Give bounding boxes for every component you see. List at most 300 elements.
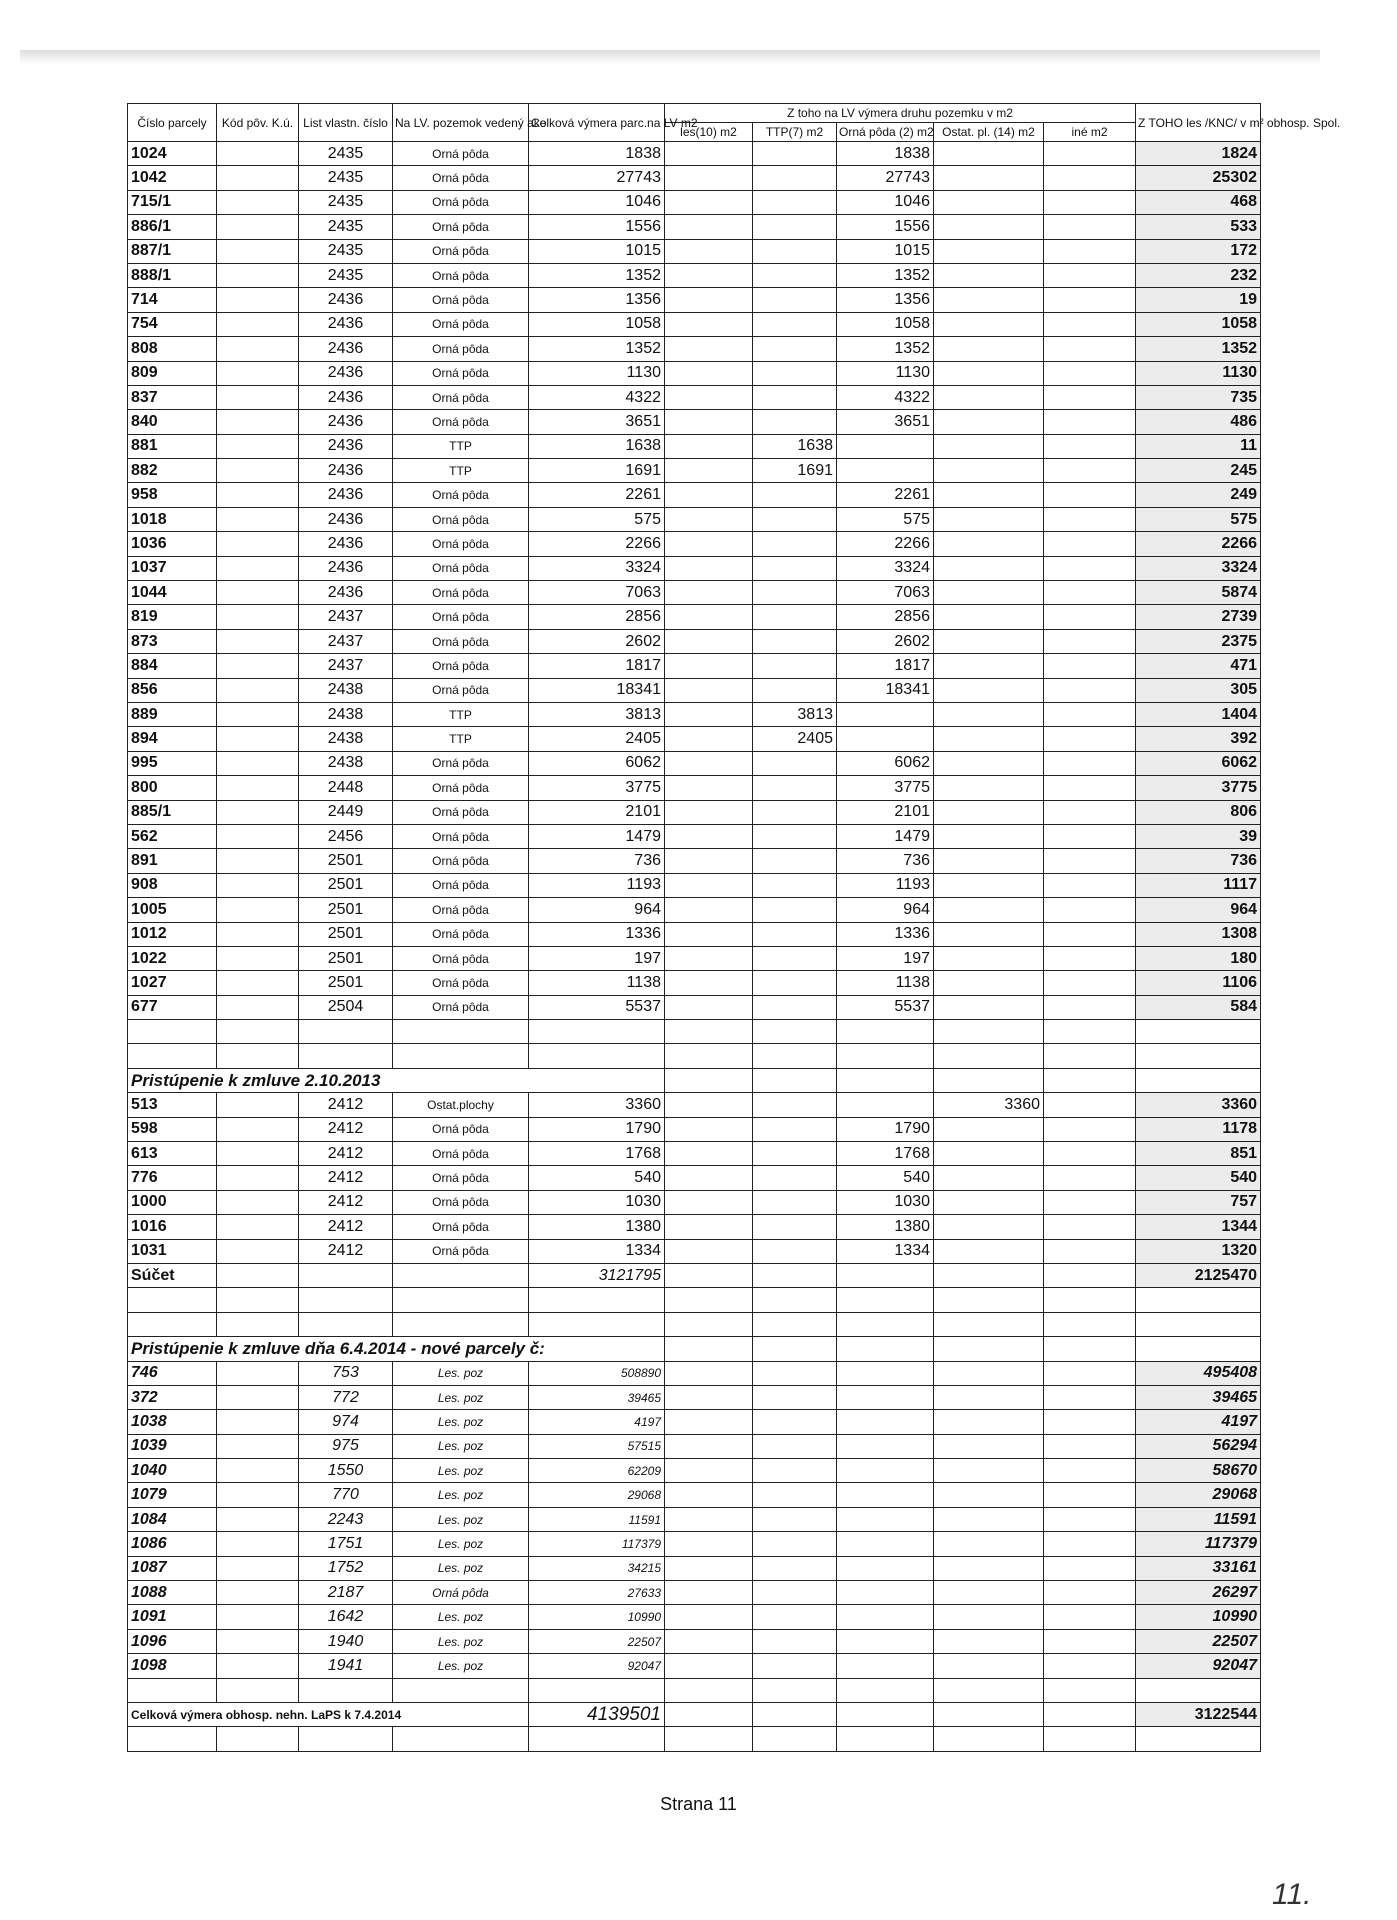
cell-ttp xyxy=(753,288,837,312)
cell-kod xyxy=(217,751,299,775)
cell-druh: Les. poz xyxy=(393,1361,529,1385)
cell-ine xyxy=(1044,605,1136,629)
cell-orna: 3775 xyxy=(837,776,934,800)
cell-ttp xyxy=(753,507,837,531)
cell-les xyxy=(665,483,753,507)
cell-les xyxy=(665,971,753,995)
cell-ttp xyxy=(753,873,837,897)
section-title-row xyxy=(128,1337,1261,1361)
cell-celkova: 27743 xyxy=(529,166,665,190)
cell-celkova: 3360 xyxy=(529,1093,665,1117)
table-row xyxy=(128,190,1261,214)
cell-ostat xyxy=(934,898,1044,922)
cell-ostat xyxy=(934,1215,1044,1239)
cell-druh: Orná pôda xyxy=(393,361,529,385)
cell-parcela: 894 xyxy=(128,727,217,751)
cell-ine xyxy=(1044,190,1136,214)
cell-les xyxy=(665,190,753,214)
cell-kod xyxy=(217,946,299,970)
cell-ostat xyxy=(934,434,1044,458)
cell-obhosp: 10990 xyxy=(1136,1605,1261,1629)
cell-kod xyxy=(217,678,299,702)
cell-kod xyxy=(217,629,299,653)
table-row xyxy=(128,166,1261,190)
cell-ostat xyxy=(934,581,1044,605)
cell-les xyxy=(665,1629,753,1653)
cell-ttp xyxy=(753,654,837,678)
cell-parcela: 1027 xyxy=(128,971,217,995)
cell-ine xyxy=(1044,800,1136,824)
cell-ine xyxy=(1044,776,1136,800)
cell-les xyxy=(665,434,753,458)
cell-celkova: 736 xyxy=(529,849,665,873)
cell-druh: Orná pôda xyxy=(393,532,529,556)
cell-druh: Orná pôda xyxy=(393,1581,529,1605)
cell-ttp: 1638 xyxy=(753,434,837,458)
cell-obhosp: 56294 xyxy=(1136,1434,1261,1458)
cell-ine xyxy=(1044,312,1136,336)
cell-ttp xyxy=(753,1410,837,1434)
cell-les xyxy=(665,459,753,483)
section-title: Pristúpenie k zmluve 2.10.2013 xyxy=(128,1068,665,1092)
table-row xyxy=(128,263,1261,287)
cell-kod xyxy=(217,971,299,995)
cell-obhosp: 6062 xyxy=(1136,751,1261,775)
cell-obhosp: 3324 xyxy=(1136,556,1261,580)
table-row xyxy=(128,1215,1261,1239)
cell-ostat xyxy=(934,239,1044,263)
cell-orna: 27743 xyxy=(837,166,934,190)
cell-list: 2436 xyxy=(299,434,393,458)
table-row xyxy=(128,824,1261,848)
cell-ttp: 3813 xyxy=(753,702,837,726)
cell-obhosp: 486 xyxy=(1136,410,1261,434)
cell-druh: Orná pôda xyxy=(393,849,529,873)
cell-obhosp: 584 xyxy=(1136,995,1261,1019)
cell-ine xyxy=(1044,385,1136,409)
table-row xyxy=(128,1142,1261,1166)
cell-parcela: 1012 xyxy=(128,922,217,946)
cell-ostat xyxy=(934,263,1044,287)
total-obhosp: 3122544 xyxy=(1136,1703,1261,1727)
cell-druh: Orná pôda xyxy=(393,776,529,800)
cell-ine xyxy=(1044,142,1136,166)
cell-orna xyxy=(837,1556,934,1580)
cell-celkova: 1138 xyxy=(529,971,665,995)
cell-ine xyxy=(1044,1239,1136,1263)
cell-orna xyxy=(837,1093,934,1117)
table-row xyxy=(128,727,1261,751)
cell-parcela: 677 xyxy=(128,995,217,1019)
cell-obhosp: 2375 xyxy=(1136,629,1261,653)
cell-ostat xyxy=(934,1385,1044,1409)
cell-ostat xyxy=(934,1532,1044,1556)
table-row xyxy=(128,702,1261,726)
cell-ostat xyxy=(934,995,1044,1019)
cell-orna: 1336 xyxy=(837,922,934,946)
cell-druh: Orná pôda xyxy=(393,1142,529,1166)
cell-obhosp: 1824 xyxy=(1136,142,1261,166)
cell-celkova: 2266 xyxy=(529,532,665,556)
cell-ttp xyxy=(753,1385,837,1409)
cell-orna: 4322 xyxy=(837,385,934,409)
cell-orna xyxy=(837,1629,934,1653)
cell-celkova: 1638 xyxy=(529,434,665,458)
table-row xyxy=(128,1239,1261,1263)
table-row xyxy=(128,873,1261,897)
cell-list: 2436 xyxy=(299,288,393,312)
cell-obhosp: 4197 xyxy=(1136,1410,1261,1434)
cell-ine xyxy=(1044,288,1136,312)
cell-list: 2437 xyxy=(299,605,393,629)
cell-ostat xyxy=(934,1239,1044,1263)
cell-ostat xyxy=(934,312,1044,336)
cell-orna: 1838 xyxy=(837,142,934,166)
cell-parcela: 891 xyxy=(128,849,217,873)
cell-celkova: 3775 xyxy=(529,776,665,800)
cell-celkova: 34215 xyxy=(529,1556,665,1580)
cell-les xyxy=(665,532,753,556)
cell-orna: 1046 xyxy=(837,190,934,214)
cell-ine xyxy=(1044,1361,1136,1385)
cell-ttp xyxy=(753,166,837,190)
table-row xyxy=(128,507,1261,531)
cell-ttp xyxy=(753,215,837,239)
cell-les xyxy=(665,142,753,166)
cell-orna: 1193 xyxy=(837,873,934,897)
cell-obhosp: 735 xyxy=(1136,385,1261,409)
cell-orna: 3651 xyxy=(837,410,934,434)
cell-list: 1752 xyxy=(299,1556,393,1580)
cell-ostat xyxy=(934,605,1044,629)
cell-celkova: 1838 xyxy=(529,142,665,166)
table-row xyxy=(128,1117,1261,1141)
table-row xyxy=(128,385,1261,409)
table-row xyxy=(128,312,1261,336)
cell-ttp: 2405 xyxy=(753,727,837,751)
cell-les xyxy=(665,800,753,824)
cell-list: 2437 xyxy=(299,629,393,653)
cell-kod xyxy=(217,1483,299,1507)
header-pozemok-ako: Na LV. pozemok vedený ako xyxy=(393,104,529,142)
cell-kod xyxy=(217,1190,299,1214)
cell-parcela: 887/1 xyxy=(128,239,217,263)
cell-kod xyxy=(217,898,299,922)
cell-celkova: 1380 xyxy=(529,1215,665,1239)
cell-ttp xyxy=(753,1093,837,1117)
cell-orna: 575 xyxy=(837,507,934,531)
cell-kod xyxy=(217,1361,299,1385)
table-row xyxy=(128,605,1261,629)
cell-parcela: 809 xyxy=(128,361,217,385)
cell-celkova: 27633 xyxy=(529,1581,665,1605)
handwritten-page-number: 11. xyxy=(1272,1878,1312,1911)
cell-obhosp: 172 xyxy=(1136,239,1261,263)
cell-ttp xyxy=(753,556,837,580)
cell-orna: 1556 xyxy=(837,215,934,239)
table-row xyxy=(128,1556,1261,1580)
cell-obhosp: 11591 xyxy=(1136,1507,1261,1531)
cell-orna xyxy=(837,1410,934,1434)
cell-kod xyxy=(217,1556,299,1580)
cell-obhosp: 1178 xyxy=(1136,1117,1261,1141)
cell-celkova: 1334 xyxy=(529,1239,665,1263)
cell-list: 1940 xyxy=(299,1629,393,1653)
table-row xyxy=(128,1410,1261,1434)
cell-druh: Les. poz xyxy=(393,1654,529,1678)
cell-les xyxy=(665,849,753,873)
cell-celkova: 117379 xyxy=(529,1532,665,1556)
cell-ostat xyxy=(934,1556,1044,1580)
cell-ttp xyxy=(753,532,837,556)
cell-ostat xyxy=(934,556,1044,580)
table-header xyxy=(128,104,1341,142)
cell-celkova: 3813 xyxy=(529,702,665,726)
cell-list: 2436 xyxy=(299,532,393,556)
table-row xyxy=(128,800,1261,824)
cell-ine xyxy=(1044,410,1136,434)
cell-list: 2436 xyxy=(299,507,393,531)
cell-kod xyxy=(217,873,299,897)
empty-row xyxy=(128,1044,1261,1068)
table-row xyxy=(128,483,1261,507)
cell-les xyxy=(665,1654,753,1678)
cell-les xyxy=(665,166,753,190)
cell-orna xyxy=(837,459,934,483)
cell-list: 2504 xyxy=(299,995,393,1019)
cell-druh: Les. poz xyxy=(393,1459,529,1483)
cell-les xyxy=(665,1532,753,1556)
cell-ine xyxy=(1044,1434,1136,1458)
cell-parcela: 1096 xyxy=(128,1629,217,1653)
cell-ostat xyxy=(934,1629,1044,1653)
cell-les xyxy=(665,1166,753,1190)
cell-obhosp: 575 xyxy=(1136,507,1261,531)
cell-ostat xyxy=(934,971,1044,995)
cell-les xyxy=(665,922,753,946)
cell-druh: Orná pôda xyxy=(393,288,529,312)
cell-list: 2412 xyxy=(299,1239,393,1263)
cell-obhosp: 1404 xyxy=(1136,702,1261,726)
cell-list: 2412 xyxy=(299,1117,393,1141)
cell-list: 2436 xyxy=(299,361,393,385)
cell-ine xyxy=(1044,1459,1136,1483)
cell-les xyxy=(665,1483,753,1507)
cell-druh: Orná pôda xyxy=(393,824,529,848)
cell-parcela: 715/1 xyxy=(128,190,217,214)
table-row xyxy=(128,971,1261,995)
table-row xyxy=(128,239,1261,263)
table-row xyxy=(128,532,1261,556)
cell-kod xyxy=(217,727,299,751)
cell-parcela: 372 xyxy=(128,1385,217,1409)
cell-orna xyxy=(837,1507,934,1531)
cell-kod xyxy=(217,1410,299,1434)
table-row xyxy=(128,1629,1261,1653)
table-row xyxy=(128,751,1261,775)
cell-celkova: 18341 xyxy=(529,678,665,702)
cell-les xyxy=(665,288,753,312)
cell-orna: 1356 xyxy=(837,288,934,312)
cell-orna: 1479 xyxy=(837,824,934,848)
cell-parcela: 837 xyxy=(128,385,217,409)
table-row xyxy=(128,288,1261,312)
cell-celkova: 1691 xyxy=(529,459,665,483)
cell-parcela: 714 xyxy=(128,288,217,312)
cell-celkova: 1130 xyxy=(529,361,665,385)
cell-ostat xyxy=(934,288,1044,312)
cell-les xyxy=(665,215,753,239)
cell-kod xyxy=(217,776,299,800)
header-ine: iné m2 xyxy=(1044,123,1136,142)
cell-les xyxy=(665,1093,753,1117)
cell-ine xyxy=(1044,1215,1136,1239)
cell-kod xyxy=(217,1629,299,1653)
cell-list: 2438 xyxy=(299,727,393,751)
cell-ine xyxy=(1044,873,1136,897)
cell-kod xyxy=(217,581,299,605)
cell-obhosp: 964 xyxy=(1136,898,1261,922)
cell-orna: 1058 xyxy=(837,312,934,336)
cell-list: 2435 xyxy=(299,142,393,166)
cell-ostat xyxy=(934,507,1044,531)
cell-druh: Orná pôda xyxy=(393,215,529,239)
cell-list: 753 xyxy=(299,1361,393,1385)
table-row xyxy=(128,1093,1261,1117)
cell-druh: Orná pôda xyxy=(393,581,529,605)
cell-druh: Orná pôda xyxy=(393,946,529,970)
table-row xyxy=(128,898,1261,922)
cell-ine xyxy=(1044,922,1136,946)
cell-list: 2436 xyxy=(299,483,393,507)
cell-parcela: 1036 xyxy=(128,532,217,556)
table-row xyxy=(128,410,1261,434)
cell-orna xyxy=(837,434,934,458)
cell-obhosp: 2739 xyxy=(1136,605,1261,629)
cell-druh: Les. poz xyxy=(393,1434,529,1458)
cell-celkova: 1556 xyxy=(529,215,665,239)
cell-celkova: 1030 xyxy=(529,1190,665,1214)
cell-orna: 1352 xyxy=(837,337,934,361)
cell-ine xyxy=(1044,239,1136,263)
cell-orna: 197 xyxy=(837,946,934,970)
cell-les xyxy=(665,556,753,580)
cell-druh: Orná pôda xyxy=(393,971,529,995)
cell-list: 2438 xyxy=(299,678,393,702)
cell-parcela: 1098 xyxy=(128,1654,217,1678)
cell-ine xyxy=(1044,1532,1136,1556)
cell-ttp xyxy=(753,605,837,629)
cell-les xyxy=(665,1385,753,1409)
cell-list: 1941 xyxy=(299,1654,393,1678)
cell-les xyxy=(665,581,753,605)
cell-ine xyxy=(1044,556,1136,580)
cell-list: 2435 xyxy=(299,263,393,287)
cell-celkova: 575 xyxy=(529,507,665,531)
sum-row xyxy=(128,1263,1261,1287)
cell-ostat xyxy=(934,361,1044,385)
section-title-row xyxy=(128,1068,1261,1092)
cell-orna: 1768 xyxy=(837,1142,934,1166)
cell-ostat xyxy=(934,483,1044,507)
cell-druh: Orná pôda xyxy=(393,312,529,336)
cell-druh: TTP xyxy=(393,459,529,483)
cell-ttp xyxy=(753,385,837,409)
cell-parcela: 884 xyxy=(128,654,217,678)
cell-kod xyxy=(217,1093,299,1117)
cell-les xyxy=(665,239,753,263)
cell-ttp xyxy=(753,361,837,385)
empty-row xyxy=(128,1288,1261,1312)
cell-parcela: 908 xyxy=(128,873,217,897)
cell-parcela: 1022 xyxy=(128,946,217,970)
cell-obhosp: 540 xyxy=(1136,1166,1261,1190)
cell-ttp xyxy=(753,263,837,287)
cell-celkova: 964 xyxy=(529,898,665,922)
cell-ostat xyxy=(934,1459,1044,1483)
cell-ttp xyxy=(753,1434,837,1458)
cell-ostat xyxy=(934,190,1044,214)
table-row xyxy=(128,1654,1261,1678)
cell-list: 770 xyxy=(299,1483,393,1507)
cell-ine xyxy=(1044,824,1136,848)
cell-orna: 1790 xyxy=(837,1117,934,1141)
cell-ttp xyxy=(753,1629,837,1653)
cell-les xyxy=(665,898,753,922)
cell-obhosp: 19 xyxy=(1136,288,1261,312)
header-celkova-vymera: Celková výmera parc.na LV m2 xyxy=(529,104,665,142)
cell-orna xyxy=(837,1385,934,1409)
sum-total: 3121795 xyxy=(529,1263,665,1287)
table-row xyxy=(128,654,1261,678)
cell-ttp xyxy=(753,142,837,166)
cell-ostat xyxy=(934,776,1044,800)
cell-ine xyxy=(1044,971,1136,995)
cell-celkova: 1817 xyxy=(529,654,665,678)
cell-list: 1751 xyxy=(299,1532,393,1556)
cell-ttp xyxy=(753,1142,837,1166)
cell-ttp xyxy=(753,776,837,800)
cell-obhosp: 736 xyxy=(1136,849,1261,873)
cell-celkova: 1193 xyxy=(529,873,665,897)
cell-kod xyxy=(217,556,299,580)
cell-obhosp: 1308 xyxy=(1136,922,1261,946)
cell-celkova: 4322 xyxy=(529,385,665,409)
cell-druh: Orná pôda xyxy=(393,1215,529,1239)
cell-list: 2501 xyxy=(299,922,393,946)
cell-list: 2501 xyxy=(299,946,393,970)
cell-druh: Orná pôda xyxy=(393,239,529,263)
empty-row xyxy=(128,1312,1261,1336)
cell-ine xyxy=(1044,1581,1136,1605)
cell-ine xyxy=(1044,1117,1136,1141)
parcel-table-wrap xyxy=(127,103,1341,1752)
table-row xyxy=(128,1483,1261,1507)
cell-ttp xyxy=(753,898,837,922)
cell-ostat xyxy=(934,1142,1044,1166)
cell-list: 2436 xyxy=(299,556,393,580)
cell-druh: Orná pôda xyxy=(393,1117,529,1141)
cell-list: 2187 xyxy=(299,1581,393,1605)
cell-parcela: 840 xyxy=(128,410,217,434)
cell-list: 975 xyxy=(299,1434,393,1458)
cell-obhosp: 2266 xyxy=(1136,532,1261,556)
cell-obhosp: 22507 xyxy=(1136,1629,1261,1653)
cell-druh: Les. poz xyxy=(393,1629,529,1653)
cell-ttp xyxy=(753,849,837,873)
cell-celkova: 1352 xyxy=(529,263,665,287)
cell-list: 2436 xyxy=(299,410,393,434)
